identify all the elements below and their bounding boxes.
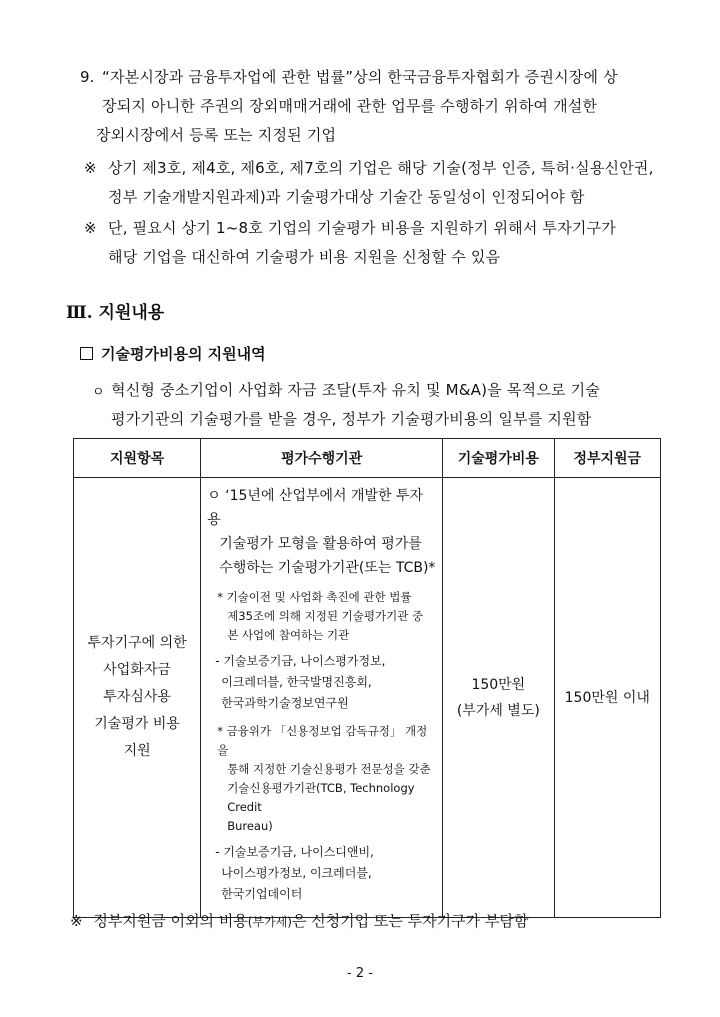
subsection-title	[80, 342, 266, 366]
agency-list-line: - 기술보증기금, 나이스평가정보,	[215, 654, 386, 668]
note-line: 상기 제3호, 제4호, 제6호, 제7호의 기업은 해당 기술(정부 인증, 특허·실용신안권,	[108, 159, 654, 177]
cost-line: 150만원	[471, 676, 526, 693]
agency-lead	[207, 484, 436, 580]
agency-note-line: 통해 지정한 기술신용평가 전문성을 갖춘	[227, 762, 431, 776]
item-9-line: 장되지 아니한 주권의 장외매매거래에 관한 업무를 수행하기 위하여 개설한	[102, 97, 598, 115]
footnote-text-after: 은 신청기업 또는 투자기구가 부담함	[291, 912, 529, 930]
item-line: 기술평가 비용	[94, 716, 180, 732]
note-line: 단, 필요시 상기 1~8호 기업의 기술평가 비용을 지원하기 위해서 투자기구가	[108, 219, 616, 237]
support-table	[73, 438, 661, 918]
section-title: Ⅲ. 지원내용	[66, 303, 165, 323]
item-line: 지원	[123, 743, 151, 759]
note-1	[108, 154, 654, 212]
agency-lead-line: 기술평가 모형을 활용하여 평가를	[219, 536, 422, 552]
header-cost: 기술평가비용	[443, 439, 554, 478]
agency-list-line: 한국기업데이터	[221, 887, 303, 901]
intro-bullet: ㅇ	[92, 385, 105, 400]
page-number: - 2 -	[347, 966, 373, 981]
intro-line: 평가기관의 기술평가를 받을 경우, 정부가 기술평가비용의 일부를 지원함	[111, 410, 592, 428]
agency-lead-line: 수행하는 기술평가기관(또는 TCB)*	[219, 560, 436, 576]
item-9-line: 장외시장에서 등록 또는 지정된 기업	[96, 126, 337, 144]
agency-note-1	[217, 588, 436, 645]
cell-agency	[201, 478, 443, 918]
agency-list-line: 이크레더블, 한국발명진흥회,	[221, 675, 372, 689]
note-line: 해당 기업을 대신하여 기술평가 비용 지원을 신청할 수 있음	[108, 248, 501, 266]
note-2	[108, 214, 616, 272]
agency-note-line: 본 사업에 참여하는 기관	[227, 628, 350, 642]
agency-list-2	[215, 842, 436, 905]
agency-note-line: Bureau)	[227, 819, 273, 833]
agency-list-line: 나이스평가정보, 이크레더블,	[221, 866, 372, 880]
table-header-row	[74, 439, 661, 478]
agency-list-line: - 기술보증기금, 나이스디앤비,	[215, 845, 374, 859]
note-mark: ※	[84, 219, 97, 237]
footnote-mark: ※	[70, 912, 83, 930]
header-subsidy: 정부지원금	[554, 439, 660, 478]
note-line: 정부 기술개발지원과제)과 기술평가대상 기술간 동일성이 인정되어야 함	[108, 188, 585, 206]
intro-line: 혁신형 중소기업이 사업화 자금 조달(투자 유치 및 M&A)을 목적으로 기술	[111, 381, 600, 399]
agency-note-line: * 기술이전 및 사업화 촉진에 관한 법률	[217, 590, 412, 604]
header-agency: 평가수행기관	[201, 439, 443, 478]
cell-subsidy: 150만원 이내	[554, 478, 660, 918]
intro-text	[111, 376, 600, 434]
footnote-small: (부가세)	[247, 915, 292, 929]
footnote	[70, 908, 528, 935]
footnote-text-before: 정부지원금 이외의 비용	[93, 912, 248, 930]
item-number: 9.	[80, 68, 95, 86]
cost-line: (부가세 별도)	[456, 702, 540, 719]
item-9-text	[96, 63, 618, 150]
cell-support-item	[74, 478, 201, 918]
header-support-item: 지원항목	[74, 439, 201, 478]
agency-note-line: 제35조에 의해 지정된 기술평가기관 중	[227, 609, 424, 623]
cell-cost	[443, 478, 554, 918]
item-9-line: “자본시장과 금융투자업에 관한 법률”상의 한국금융투자협회가 증권시장에 상	[102, 68, 618, 86]
item-line: 사업화자금	[103, 662, 171, 678]
subsection-label: 기술평가비용의 지원내역	[101, 345, 266, 363]
agency-list-1	[215, 651, 436, 714]
item-line: 투자심사용	[103, 689, 171, 705]
agency-lead-line: ㅇ ‘15년에 산업부에서 개발한 투자용	[207, 488, 424, 528]
agency-note-line: * 금융위가 「신용정보업 감독규정」 개정을	[217, 724, 428, 757]
agency-note-line: 기술신용평가기관(TCB, Technology Credit	[227, 781, 415, 814]
agency-list-line: 한국과학기술정보연구원	[221, 696, 349, 710]
item-line: 투자기구에 의한	[87, 635, 187, 651]
checkbox-square-icon	[80, 347, 93, 360]
agency-note-2	[217, 722, 436, 836]
note-mark: ※	[84, 159, 97, 177]
table-row	[74, 478, 661, 918]
